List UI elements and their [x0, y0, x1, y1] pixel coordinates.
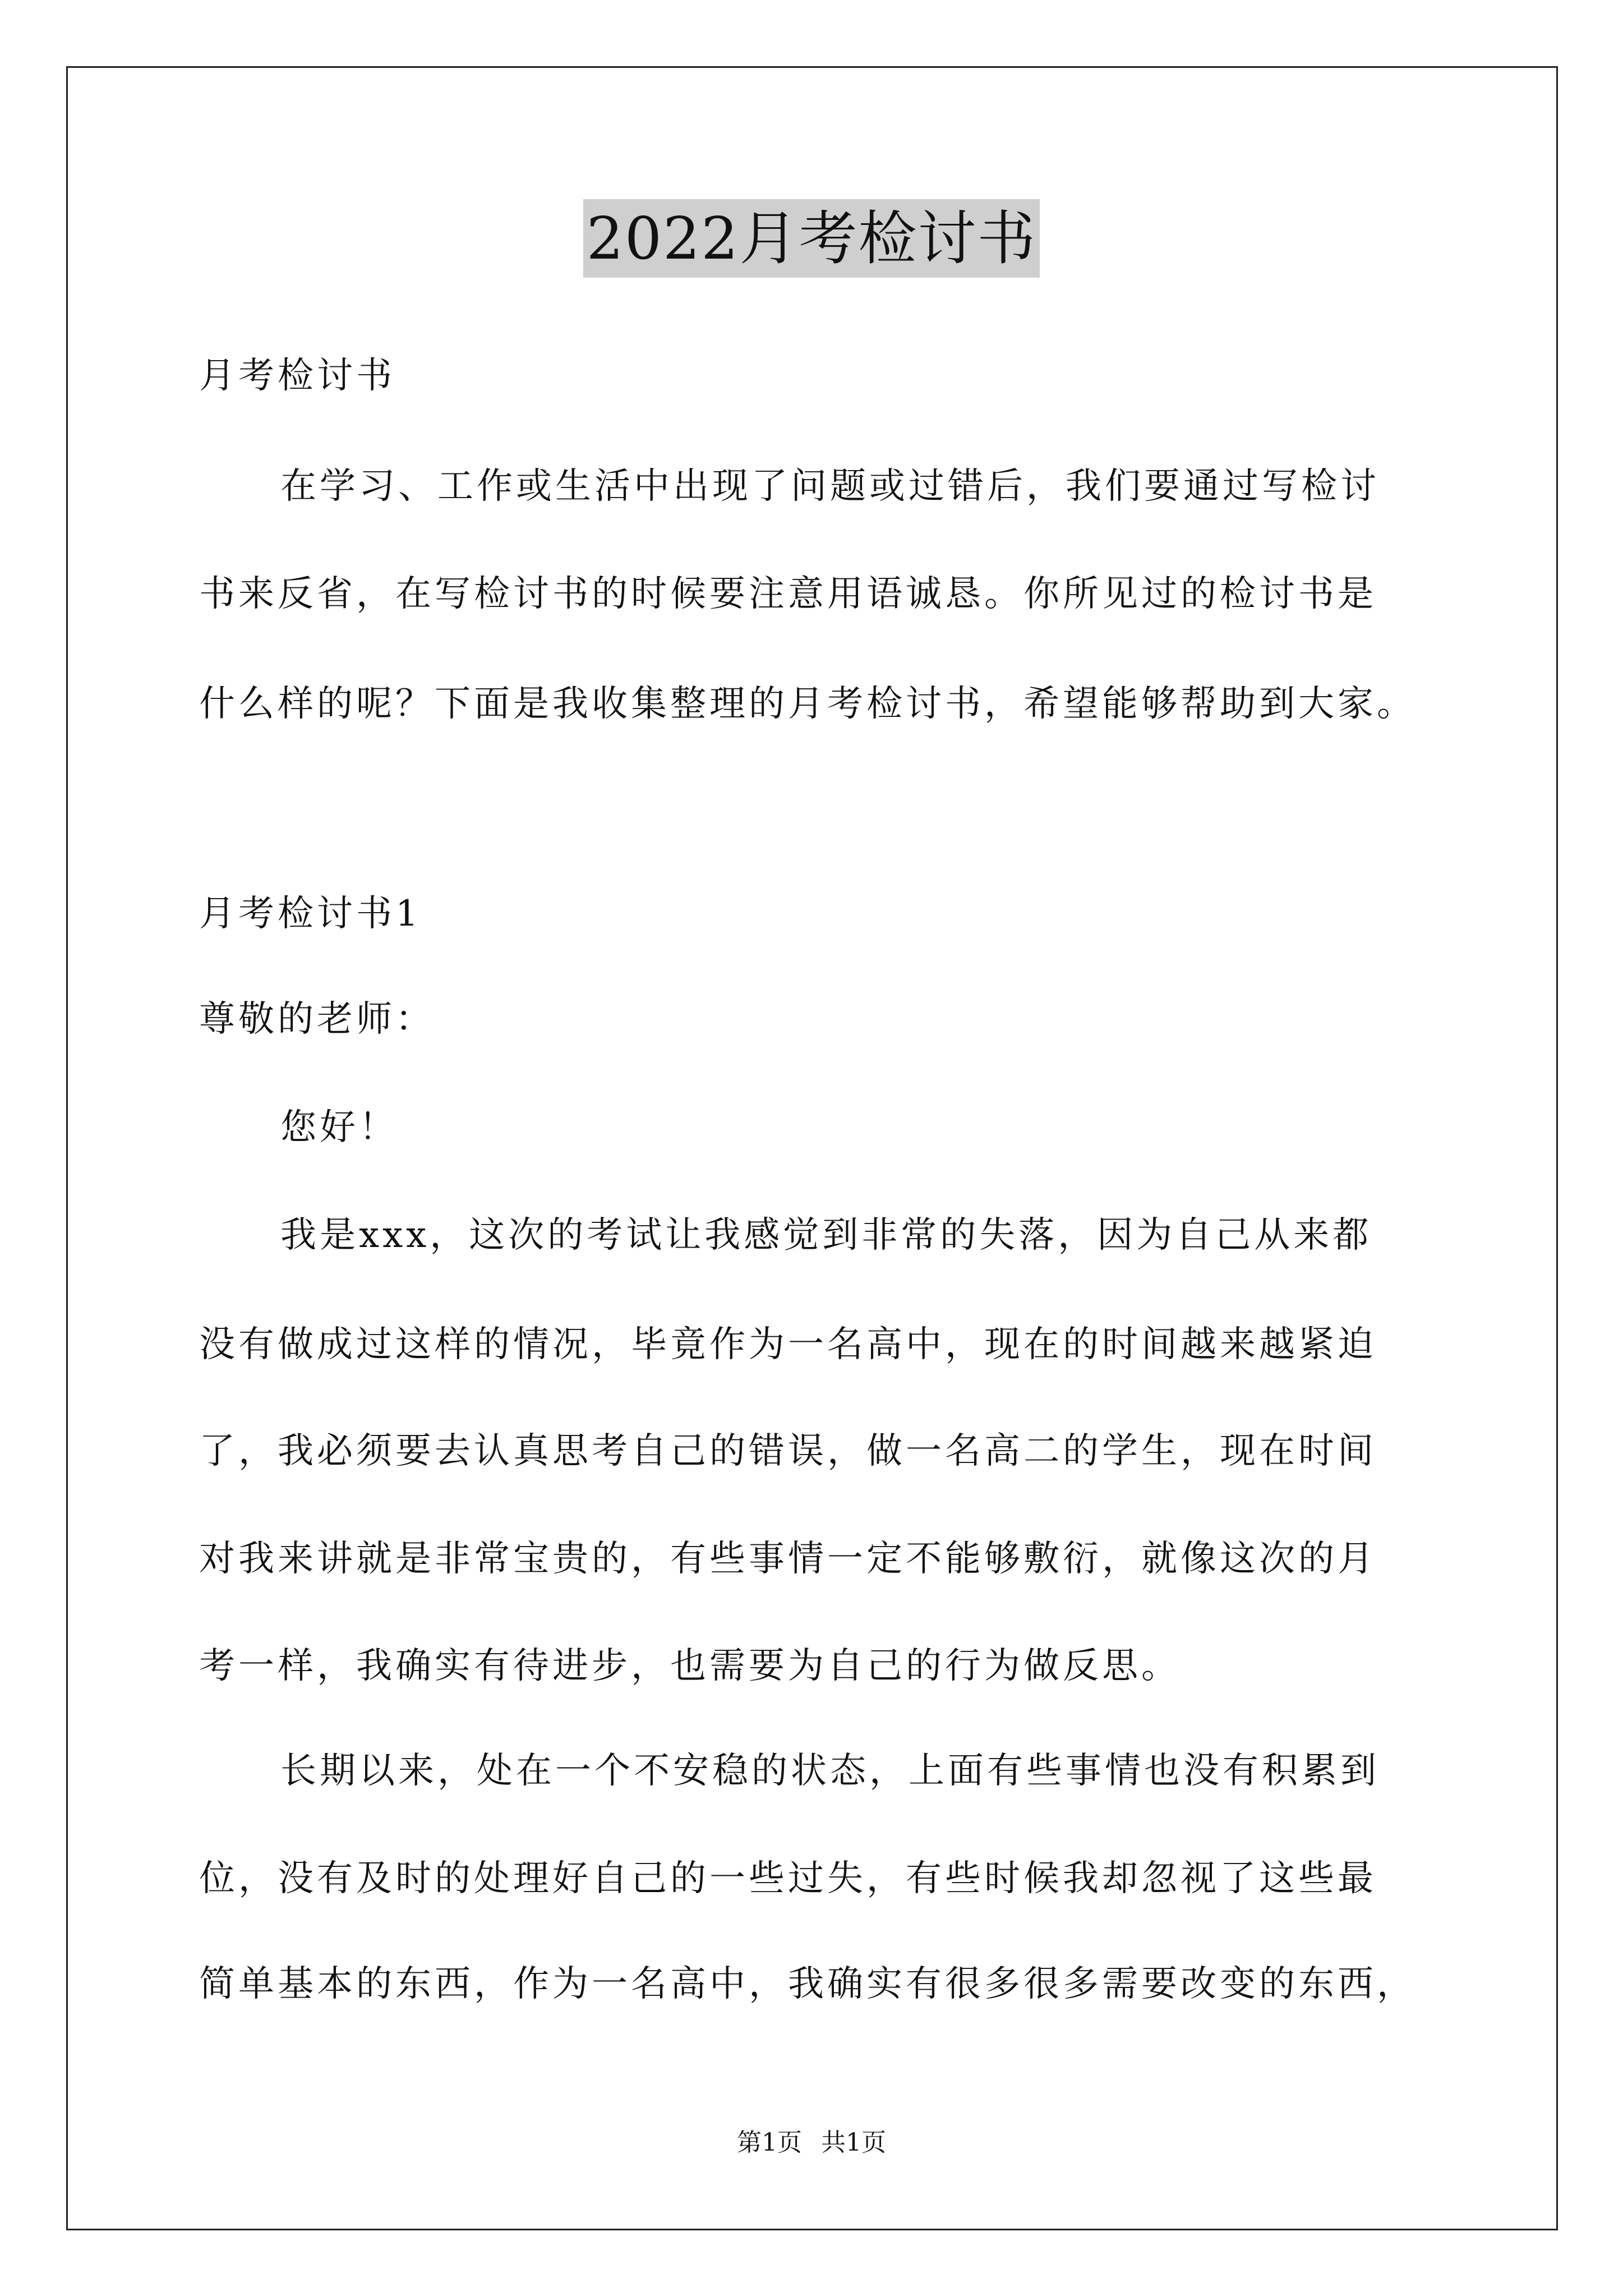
paragraph-line: 简单基本的东西，作为一名高中，我确实有很多很多需要改变的东西，	[199, 1963, 1416, 2005]
paragraph-line: 长期以来，处在一个不安稳的状态，上面有些事情也没有积累到	[280, 1750, 1380, 1792]
paragraph-line: 在学习、工作或生活中出现了问题或过错后，我们要通过写检讨	[280, 466, 1380, 507]
greeting: 您好！	[280, 1107, 398, 1148]
section-heading: 月考检讨书	[199, 355, 395, 397]
document-title: 2022月考检讨书	[583, 199, 1040, 278]
subsection-heading: 月考检讨书1	[199, 893, 422, 935]
paragraph-line: 书来反省，在写检讨书的时候要注意用语诚恳。你所见过的检讨书是	[199, 573, 1377, 615]
title-container	[0, 199, 1623, 278]
salutation: 尊敬的老师：	[199, 999, 435, 1040]
page-footer	[0, 2126, 1623, 2160]
paragraph-line: 对我来讲就是非常宝贵的，有些事情一定不能够敷衍，就像这次的月	[199, 1538, 1377, 1580]
paragraph-line: 考一样，我确实有待进步，也需要为自己的行为做反思。	[199, 1645, 1181, 1687]
paragraph-line: 什么样的呢？下面是我收集整理的月考检讨书，希望能够帮助到大家。	[199, 683, 1416, 725]
paragraph-line: 位，没有及时的处理好自己的一些过失，有些时候我却忽视了这些最	[199, 1858, 1377, 1899]
page-total: 共1页	[821, 2128, 886, 2157]
page-number: 第1页	[737, 2128, 802, 2157]
paragraph-line: 了，我必须要去认真思考自己的错误，做一名高二的学生，现在时间	[199, 1430, 1377, 1472]
paragraph-line: 没有做成过这样的情况，毕竟作为一名高中，现在的时间越来越紧迫	[199, 1324, 1377, 1365]
paragraph-line: 我是xxx，这次的考试让我感觉到非常的失落，因为自己从来都	[280, 1214, 1372, 1256]
